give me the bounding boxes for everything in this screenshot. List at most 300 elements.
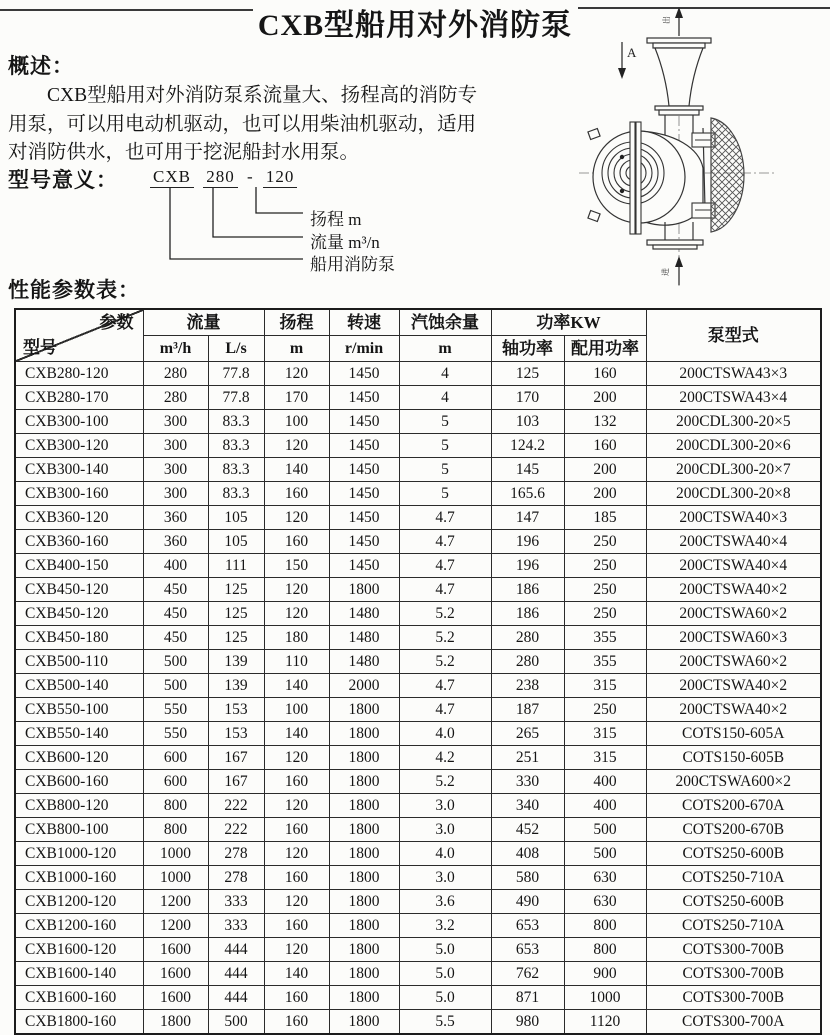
value-cell: 83.3	[208, 458, 264, 482]
value-cell: 1800	[329, 770, 399, 794]
table-row	[15, 482, 821, 506]
value-cell: 200CTSWA600×2	[646, 770, 821, 794]
value-cell: 160	[264, 914, 329, 938]
value-cell: 250	[564, 602, 646, 626]
mounting-flange-bars	[630, 122, 641, 234]
view-a-arrow	[618, 42, 637, 79]
value-cell: COTS300-700A	[646, 1010, 821, 1035]
value-cell: 1600	[143, 938, 208, 962]
value-cell: 125	[491, 362, 564, 386]
value-cell: 100	[264, 698, 329, 722]
model-cell: CXB800-120	[15, 794, 143, 818]
value-cell: 125	[208, 602, 264, 626]
value-cell: 1800	[329, 866, 399, 890]
value-cell: 800	[564, 938, 646, 962]
header-power-rated: 配用功率	[564, 336, 646, 362]
header-npsh-unit: m	[399, 336, 491, 362]
value-cell: 3.0	[399, 818, 491, 842]
value-cell: 200CTSWA40×2	[646, 578, 821, 602]
value-cell: 120	[264, 434, 329, 458]
table-row	[15, 698, 821, 722]
value-cell: 250	[564, 698, 646, 722]
model-code	[150, 167, 301, 187]
overview-paragraph	[8, 82, 578, 168]
table-row	[15, 938, 821, 962]
value-cell: 1450	[329, 362, 399, 386]
value-cell: 1800	[329, 938, 399, 962]
value-cell: 125	[208, 578, 264, 602]
value-cell: 1450	[329, 410, 399, 434]
value-cell: 147	[491, 506, 564, 530]
value-cell: 200	[564, 458, 646, 482]
model-cell: CXB1000-160	[15, 866, 143, 890]
value-cell: 5.0	[399, 962, 491, 986]
model-cell: CXB1200-120	[15, 890, 143, 914]
model-cell: CXB450-120	[15, 578, 143, 602]
value-cell: 170	[491, 386, 564, 410]
table-row	[15, 674, 821, 698]
value-cell: COTS200-670B	[646, 818, 821, 842]
value-cell: 4.0	[399, 842, 491, 866]
value-cell: 653	[491, 938, 564, 962]
value-cell: 153	[208, 698, 264, 722]
value-cell: 160	[264, 482, 329, 506]
value-cell: 630	[564, 866, 646, 890]
value-cell: 444	[208, 962, 264, 986]
value-cell: 105	[208, 506, 264, 530]
value-cell: 278	[208, 842, 264, 866]
value-cell: 200CTSWA40×3	[646, 506, 821, 530]
model-cell: CXB450-120	[15, 602, 143, 626]
table-row	[15, 722, 821, 746]
value-cell: 500	[564, 842, 646, 866]
value-cell: 187	[491, 698, 564, 722]
drive-dome-hatched	[711, 118, 744, 232]
header-power: 功率KW	[491, 309, 646, 336]
value-cell: COTS250-710A	[646, 914, 821, 938]
suction-pipe	[647, 222, 703, 249]
model-cell: CXB1600-160	[15, 986, 143, 1010]
value-cell: 139	[208, 650, 264, 674]
header-model-label: 型号	[23, 338, 57, 357]
value-cell: 200CDL300-20×5	[646, 410, 821, 434]
value-cell: 83.3	[208, 482, 264, 506]
value-cell: 653	[491, 914, 564, 938]
value-cell: COTS250-710A	[646, 866, 821, 890]
value-cell: 871	[491, 986, 564, 1010]
value-cell: 1800	[329, 698, 399, 722]
value-cell: 1800	[329, 962, 399, 986]
value-cell: 200CDL300-20×7	[646, 458, 821, 482]
model-cell: CXB1800-160	[15, 1010, 143, 1035]
value-cell: 1800	[329, 986, 399, 1010]
overview-line: 对消防供水，也可用于挖泥船封水用泵。	[8, 142, 360, 163]
header-param-label: 参数	[99, 313, 134, 332]
value-cell: 315	[564, 722, 646, 746]
value-cell: 5	[399, 458, 491, 482]
header-npsh: 汽蚀余量	[399, 309, 491, 336]
value-cell: 250	[564, 530, 646, 554]
value-cell: 5.2	[399, 602, 491, 626]
value-cell: 452	[491, 818, 564, 842]
table-row	[15, 434, 821, 458]
value-cell: 153	[208, 722, 264, 746]
model-cell: CXB1600-140	[15, 962, 143, 986]
value-cell: 139	[208, 674, 264, 698]
value-cell: 5.5	[399, 1010, 491, 1035]
table-row	[15, 386, 821, 410]
table-row	[15, 986, 821, 1010]
value-cell: 165.6	[491, 482, 564, 506]
value-cell: 120	[264, 602, 329, 626]
value-cell: COTS250-600B	[646, 842, 821, 866]
value-cell: 4.7	[399, 554, 491, 578]
value-cell: 4	[399, 362, 491, 386]
header-speed: 转速	[329, 309, 399, 336]
value-cell: 120	[264, 842, 329, 866]
value-cell: 140	[264, 722, 329, 746]
value-cell: 300	[143, 410, 208, 434]
value-cell: 140	[264, 962, 329, 986]
value-cell: 196	[491, 530, 564, 554]
model-code-prefix: CXB	[150, 167, 194, 188]
value-cell: 5	[399, 410, 491, 434]
value-cell: 140	[264, 458, 329, 482]
value-cell: 1000	[143, 866, 208, 890]
value-cell: 450	[143, 578, 208, 602]
value-cell: 280	[143, 386, 208, 410]
value-cell: COTS150-605B	[646, 746, 821, 770]
value-cell: 200CTSWA43×4	[646, 386, 821, 410]
value-cell: 5	[399, 482, 491, 506]
value-cell: 800	[143, 818, 208, 842]
value-cell: 280	[491, 626, 564, 650]
value-cell: 125	[208, 626, 264, 650]
value-cell: 167	[208, 770, 264, 794]
value-cell: 550	[143, 698, 208, 722]
header-speed-unit: r/min	[329, 336, 399, 362]
table-row	[15, 530, 821, 554]
value-cell: 360	[143, 530, 208, 554]
value-cell: 5.2	[399, 770, 491, 794]
value-cell: 150	[264, 554, 329, 578]
inlet-arrow	[660, 256, 683, 285]
value-cell: 105	[208, 530, 264, 554]
header-corner-cell	[15, 309, 143, 362]
value-cell: 5	[399, 434, 491, 458]
value-cell: 186	[491, 602, 564, 626]
value-cell: 800	[143, 794, 208, 818]
value-cell: 250	[564, 578, 646, 602]
pump-drawing	[575, 0, 830, 292]
value-cell: 200CTSWA40×2	[646, 698, 821, 722]
value-cell: 4	[399, 386, 491, 410]
table-row	[15, 410, 821, 434]
table-header	[15, 309, 821, 362]
value-cell: 251	[491, 746, 564, 770]
value-cell: 200CDL300-20×6	[646, 434, 821, 458]
value-cell: 800	[564, 914, 646, 938]
value-cell: 222	[208, 794, 264, 818]
table-row	[15, 602, 821, 626]
value-cell: 170	[264, 386, 329, 410]
value-cell: 1120	[564, 1010, 646, 1035]
table-row	[15, 746, 821, 770]
table-row	[15, 458, 821, 482]
table-row	[15, 770, 821, 794]
value-cell: 1800	[329, 914, 399, 938]
value-cell: COTS200-670A	[646, 794, 821, 818]
value-cell: 77.8	[208, 386, 264, 410]
value-cell: 340	[491, 794, 564, 818]
model-cell: CXB300-100	[15, 410, 143, 434]
value-cell: 408	[491, 842, 564, 866]
value-cell: 160	[564, 362, 646, 386]
table-row	[15, 554, 821, 578]
header-pump-type: 泵型式	[646, 309, 821, 362]
value-cell: 160	[264, 818, 329, 842]
model-label-pump-type: 船用消防泵	[310, 255, 395, 274]
performance-table	[14, 308, 822, 1035]
value-cell: 1800	[329, 818, 399, 842]
value-cell: 120	[264, 938, 329, 962]
value-cell: 160	[264, 530, 329, 554]
value-cell: 1480	[329, 626, 399, 650]
model-cell: CXB300-140	[15, 458, 143, 482]
value-cell: 1800	[329, 842, 399, 866]
value-cell: 186	[491, 578, 564, 602]
header-head: 扬程	[264, 309, 329, 336]
value-cell: 444	[208, 986, 264, 1010]
model-meaning-heading: 型号意义：	[8, 168, 118, 192]
value-cell: 1450	[329, 506, 399, 530]
value-cell: 4.0	[399, 722, 491, 746]
value-cell: 400	[564, 794, 646, 818]
table-row	[15, 914, 821, 938]
value-cell: 1800	[329, 794, 399, 818]
overview-heading: 概述：	[8, 54, 74, 78]
value-cell: 120	[264, 794, 329, 818]
value-cell: 160	[264, 866, 329, 890]
value-cell: 1800	[329, 578, 399, 602]
model-cell: CXB550-100	[15, 698, 143, 722]
table-row	[15, 842, 821, 866]
table-row	[15, 626, 821, 650]
value-cell: 200CTSWA60×2	[646, 650, 821, 674]
value-cell: 450	[143, 626, 208, 650]
model-cell: CXB280-170	[15, 386, 143, 410]
value-cell: 3.0	[399, 794, 491, 818]
value-cell: 400	[564, 770, 646, 794]
model-cell: CXB600-120	[15, 746, 143, 770]
model-cell: CXB1000-120	[15, 842, 143, 866]
value-cell: 315	[564, 746, 646, 770]
model-cell: CXB280-120	[15, 362, 143, 386]
model-code-separator: -	[246, 167, 254, 186]
value-cell: COTS300-700B	[646, 986, 821, 1010]
table-row	[15, 866, 821, 890]
table-row	[15, 650, 821, 674]
value-cell: 1800	[329, 746, 399, 770]
model-label-flow: 流量 m³/n	[310, 233, 380, 252]
pump-outlet-cone	[647, 38, 711, 143]
table-row	[15, 818, 821, 842]
table-row	[15, 578, 821, 602]
value-cell: 250	[564, 554, 646, 578]
value-cell: 196	[491, 554, 564, 578]
value-cell: 1450	[329, 482, 399, 506]
value-cell: 580	[491, 866, 564, 890]
value-cell: 2000	[329, 674, 399, 698]
value-cell: 200CDL300-20×8	[646, 482, 821, 506]
value-cell: 333	[208, 914, 264, 938]
value-cell: 140	[264, 674, 329, 698]
value-cell: 333	[208, 890, 264, 914]
model-label-head: 扬程 m	[310, 210, 362, 229]
value-cell: 1600	[143, 986, 208, 1010]
value-cell: 160	[264, 986, 329, 1010]
value-cell: 5.2	[399, 650, 491, 674]
value-cell: 1200	[143, 914, 208, 938]
value-cell: 200CTSWA60×3	[646, 626, 821, 650]
value-cell: 600	[143, 770, 208, 794]
outlet-arrow	[661, 7, 683, 36]
value-cell: 500	[564, 818, 646, 842]
overview-line: 用泵，可以用电动机驱动，也可以用柴油机驱动，适用	[8, 113, 477, 135]
value-cell: 1800	[329, 1010, 399, 1035]
table-row	[15, 362, 821, 386]
value-cell: 1450	[329, 554, 399, 578]
value-cell: 145	[491, 458, 564, 482]
value-cell: 490	[491, 890, 564, 914]
model-cell: CXB500-110	[15, 650, 143, 674]
value-cell: 1200	[143, 890, 208, 914]
overview-line: CXB型船用对外消防泵系流量大、扬程高的消防专	[47, 85, 478, 106]
value-cell: 1800	[329, 890, 399, 914]
model-code-head: 120	[263, 167, 298, 188]
value-cell: 83.3	[208, 434, 264, 458]
value-cell: 200CTSWA40×4	[646, 530, 821, 554]
table-heading: 性能参数表：	[8, 278, 140, 302]
value-cell: 200CTSWA43×3	[646, 362, 821, 386]
value-cell: 1450	[329, 530, 399, 554]
value-cell: 400	[143, 554, 208, 578]
value-cell: 630	[564, 890, 646, 914]
value-cell: 5.2	[399, 626, 491, 650]
value-cell: 360	[143, 506, 208, 530]
value-cell: COTS300-700B	[646, 938, 821, 962]
value-cell: 444	[208, 938, 264, 962]
value-cell: 111	[208, 554, 264, 578]
value-cell: 355	[564, 626, 646, 650]
value-cell: 900	[564, 962, 646, 986]
outlet-direction-label: 出	[662, 16, 671, 24]
table-row	[15, 506, 821, 530]
value-cell: 77.8	[208, 362, 264, 386]
value-cell: 120	[264, 362, 329, 386]
model-cell: CXB300-160	[15, 482, 143, 506]
model-cell: CXB1200-160	[15, 914, 143, 938]
value-cell: 238	[491, 674, 564, 698]
value-cell: 160	[264, 1010, 329, 1035]
value-cell: 120	[264, 506, 329, 530]
inlet-direction-label: 进	[661, 268, 670, 276]
value-cell: 160	[264, 770, 329, 794]
value-cell: 500	[143, 674, 208, 698]
performance-table-body	[15, 362, 821, 1035]
value-cell: 5.0	[399, 986, 491, 1010]
value-cell: 355	[564, 650, 646, 674]
value-cell: 300	[143, 482, 208, 506]
value-cell: 265	[491, 722, 564, 746]
value-cell: 1450	[329, 386, 399, 410]
value-cell: 4.7	[399, 674, 491, 698]
value-cell: 280	[143, 362, 208, 386]
value-cell: 1480	[329, 602, 399, 626]
value-cell: 1600	[143, 962, 208, 986]
value-cell: COTS150-605A	[646, 722, 821, 746]
value-cell: 980	[491, 1010, 564, 1035]
table-row	[15, 1010, 821, 1035]
value-cell: 315	[564, 674, 646, 698]
value-cell: 124.2	[491, 434, 564, 458]
value-cell: 200CTSWA40×2	[646, 674, 821, 698]
page-title: CXB型船用对外消防泵	[257, 9, 573, 42]
value-cell: 200	[564, 482, 646, 506]
value-cell: 550	[143, 722, 208, 746]
header-power-shaft: 轴功率	[491, 336, 564, 362]
model-code-flow: 280	[203, 167, 238, 188]
table-row	[15, 962, 821, 986]
value-cell: 300	[143, 434, 208, 458]
model-cell: CXB550-140	[15, 722, 143, 746]
value-cell: 3.6	[399, 890, 491, 914]
value-cell: 278	[208, 866, 264, 890]
value-cell: 1450	[329, 434, 399, 458]
value-cell: 1800	[143, 1010, 208, 1035]
value-cell: 4.7	[399, 506, 491, 530]
value-cell: 100	[264, 410, 329, 434]
value-cell: 762	[491, 962, 564, 986]
value-cell: 4.7	[399, 578, 491, 602]
header-flow: 流量	[143, 309, 264, 336]
value-cell: 1000	[143, 842, 208, 866]
value-cell: 5.0	[399, 938, 491, 962]
model-cell: CXB600-160	[15, 770, 143, 794]
value-cell: 200CTSWA40×4	[646, 554, 821, 578]
value-cell: COTS250-600B	[646, 890, 821, 914]
value-cell: 500	[143, 650, 208, 674]
value-cell: 160	[564, 434, 646, 458]
value-cell: 500	[208, 1010, 264, 1035]
model-cell: CXB500-140	[15, 674, 143, 698]
value-cell: 4.7	[399, 530, 491, 554]
value-cell: 1800	[329, 722, 399, 746]
model-cell: CXB800-100	[15, 818, 143, 842]
model-cell: CXB360-160	[15, 530, 143, 554]
value-cell: 1480	[329, 650, 399, 674]
value-cell: 4.7	[399, 698, 491, 722]
value-cell: 200	[564, 386, 646, 410]
model-cell: CXB1600-120	[15, 938, 143, 962]
value-cell: 120	[264, 890, 329, 914]
value-cell: 3.2	[399, 914, 491, 938]
value-cell: 1000	[564, 986, 646, 1010]
value-cell: 180	[264, 626, 329, 650]
value-cell: 132	[564, 410, 646, 434]
value-cell: 3.0	[399, 866, 491, 890]
value-cell: 185	[564, 506, 646, 530]
